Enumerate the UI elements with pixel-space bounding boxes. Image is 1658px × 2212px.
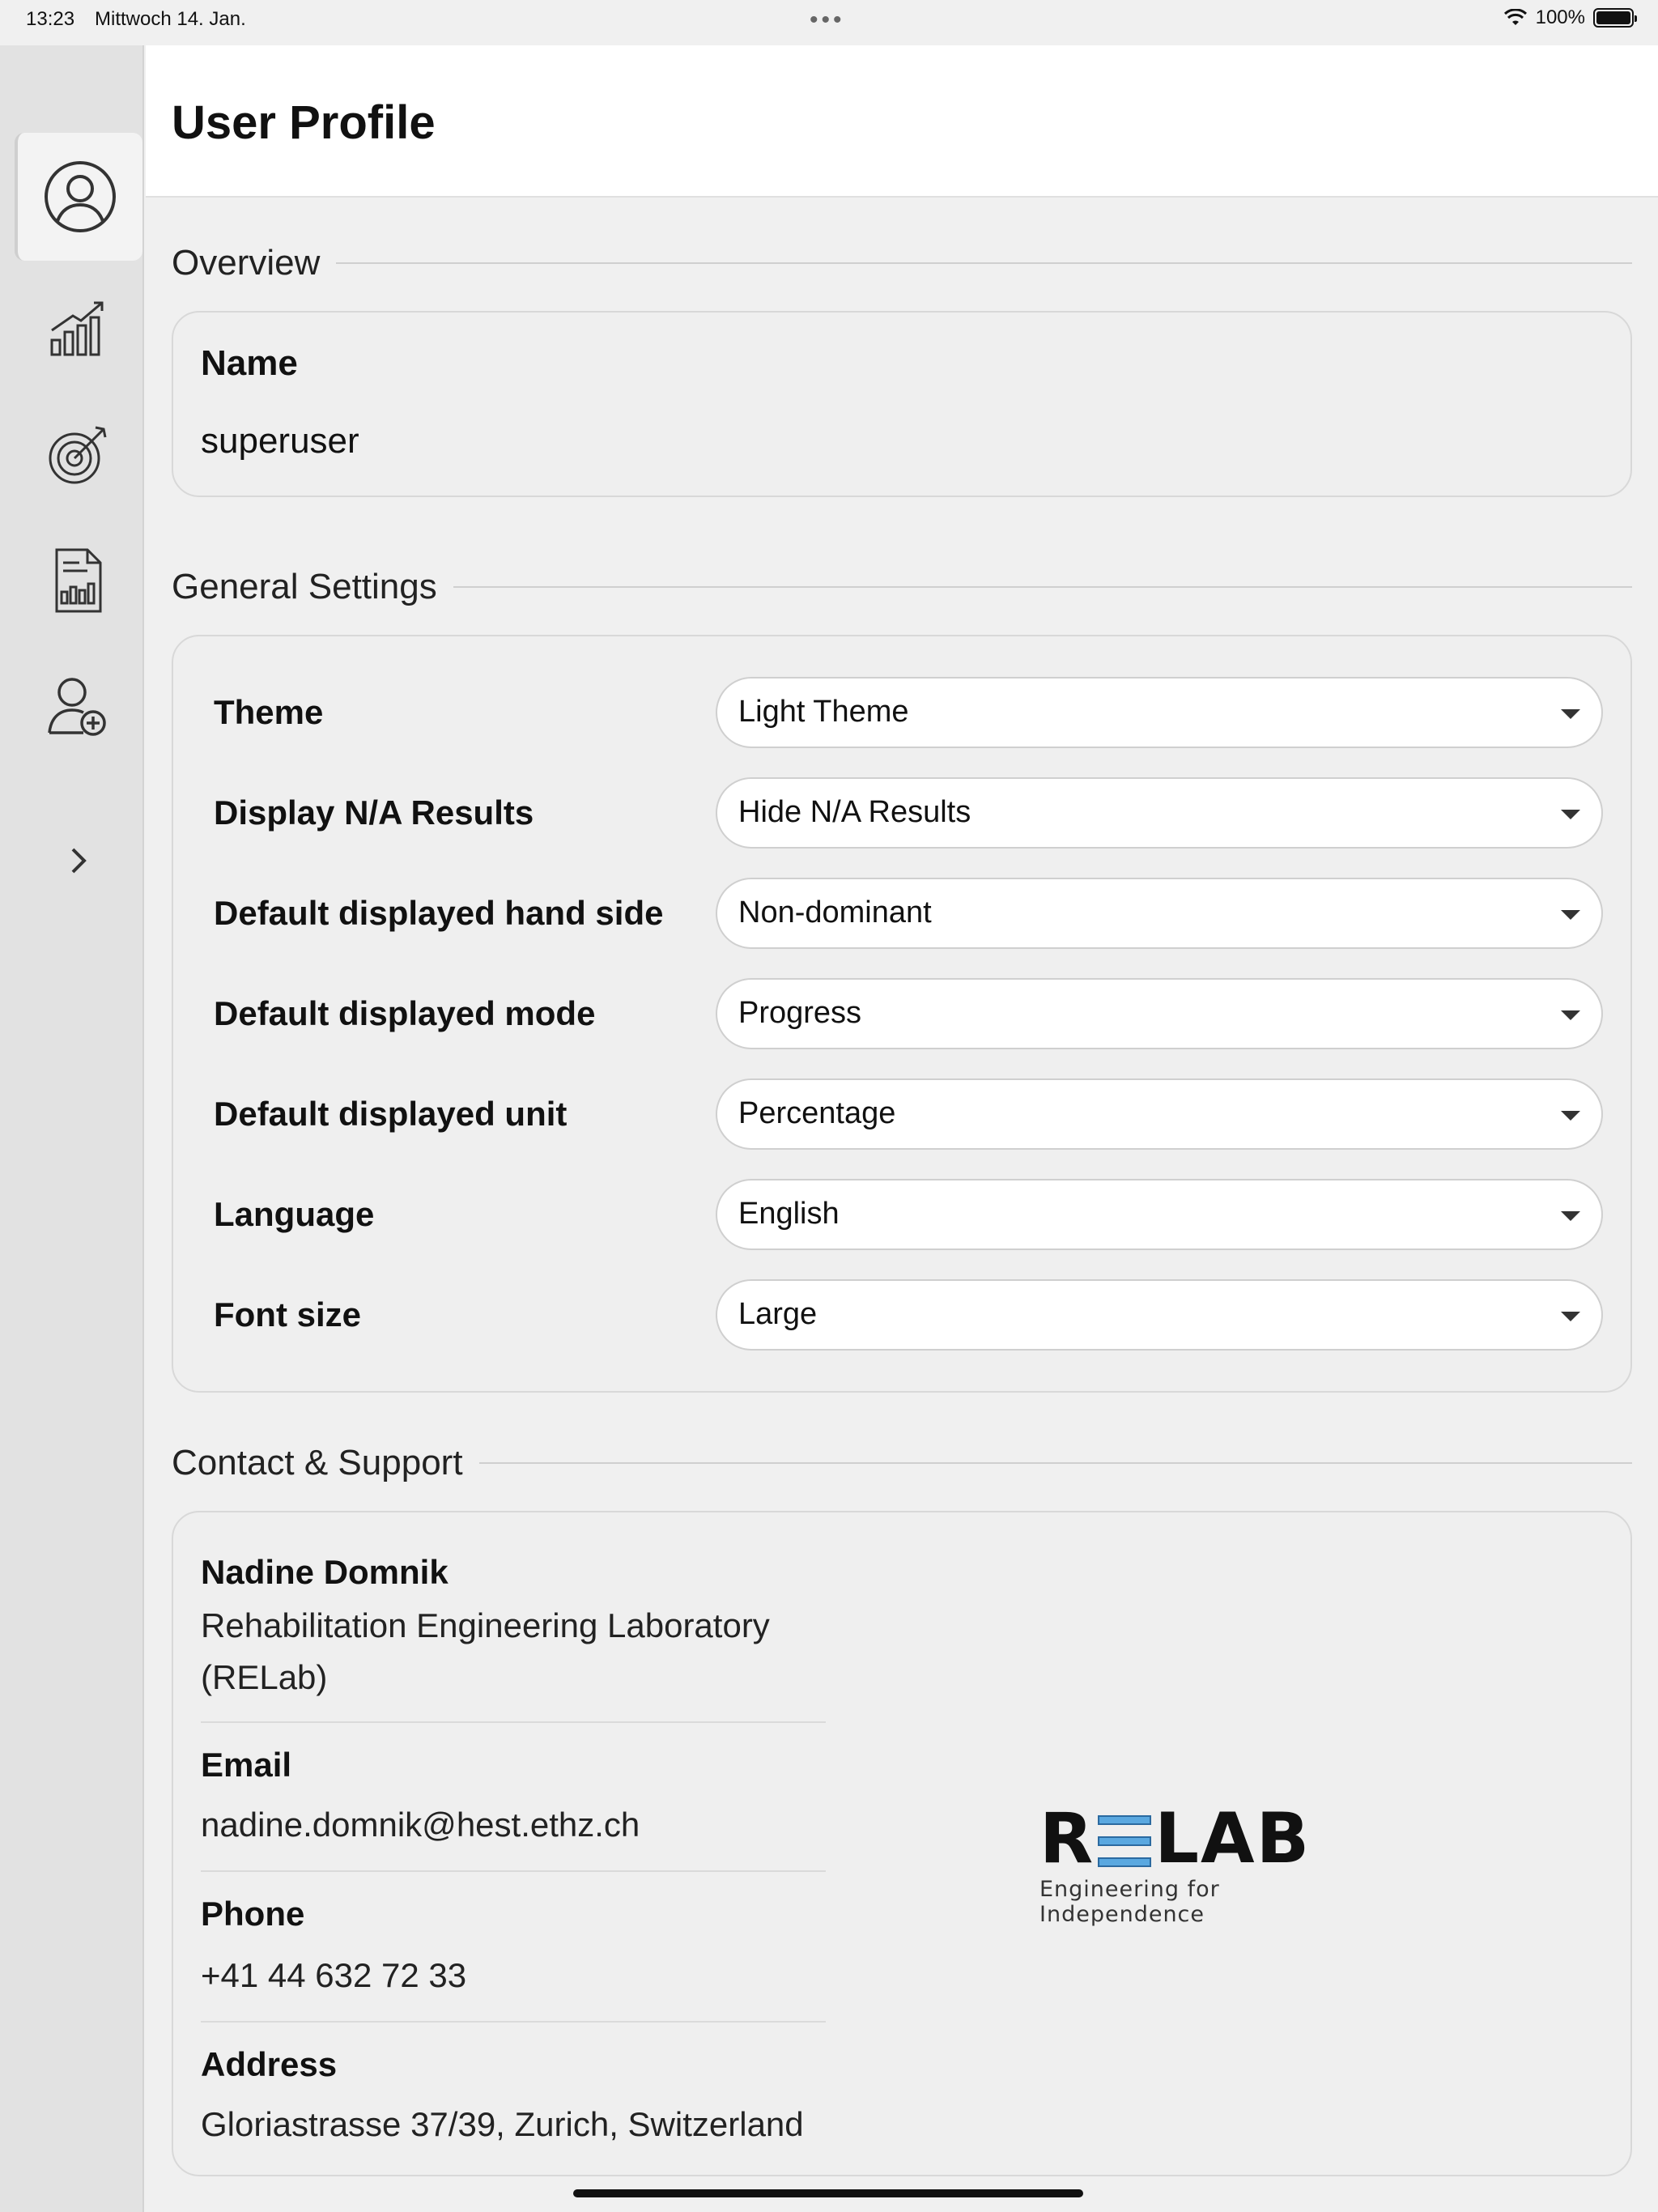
language-select[interactable] (716, 1179, 1603, 1250)
wifi-icon (1503, 9, 1528, 27)
setting-label: Language (214, 1195, 375, 1233)
setting-label: Default displayed hand side (214, 894, 664, 932)
caret-down-icon (1561, 709, 1580, 719)
setting-row-mode (214, 978, 1606, 1051)
setting-row-hand-side (214, 878, 1606, 951)
relab-logo-wordmark: R LAB (1039, 1798, 1312, 1879)
caret-down-icon (1561, 910, 1580, 920)
multitasking-dots-icon[interactable]: ••• (810, 6, 845, 33)
phone-value[interactable]: +41 44 632 72 33 (201, 1956, 467, 1994)
sidebar-expand-button[interactable] (15, 797, 142, 925)
phone-label: Phone (201, 1895, 305, 1933)
unit-select[interactable] (716, 1078, 1603, 1150)
select-value: Hide N/A Results (738, 795, 971, 829)
target-icon (47, 423, 110, 486)
font-size-select[interactable] (716, 1279, 1603, 1351)
select-value: Light Theme (738, 695, 909, 729)
select-value: English (738, 1197, 840, 1231)
setting-row-unit (214, 1078, 1606, 1151)
chevron-right-icon (66, 844, 91, 877)
caret-down-icon (1561, 1010, 1580, 1020)
select-value: Percentage (738, 1096, 896, 1130)
setting-label: Default displayed mode (214, 994, 596, 1032)
user-circle-icon (41, 158, 119, 236)
status-date: Mittwoch 14. Jan. (95, 8, 246, 30)
divider (201, 1721, 826, 1723)
status-bar (0, 0, 1658, 45)
name-label: Name (201, 343, 298, 383)
caret-down-icon (1561, 1211, 1580, 1221)
logo-e-bars-icon (1098, 1815, 1151, 1867)
email-value[interactable]: nadine.domnik@hest.ethz.ch (201, 1806, 640, 1844)
overview-card (172, 311, 1632, 497)
page-title: User Profile (172, 96, 436, 149)
setting-label: Display N/A Results (214, 793, 534, 832)
divider (201, 1870, 826, 1872)
add-user-icon (46, 674, 111, 739)
contact-organization: Rehabilitation Engineering Laboratory (RELab) (201, 1606, 770, 1696)
sidebar-item-add-user[interactable] (15, 643, 142, 771)
sidebar-item-statistics[interactable] (15, 264, 142, 392)
divider (201, 2021, 826, 2023)
setting-label: Font size (214, 1295, 362, 1334)
sidebar-item-goals[interactable] (15, 390, 142, 518)
address-label: Address (201, 2045, 338, 2083)
sidebar-item-profile[interactable] (15, 133, 142, 261)
select-value: Progress (738, 996, 862, 1030)
section-title-contact: Contact & Support (172, 1443, 1632, 1483)
section-title-general-settings: General Settings (172, 567, 1632, 607)
setting-label: Theme (214, 693, 324, 731)
contact-card (172, 1511, 1632, 2176)
report-document-icon (52, 547, 105, 615)
setting-label: Default displayed unit (214, 1095, 568, 1133)
setting-row-font-size (214, 1279, 1606, 1352)
caret-down-icon (1561, 1111, 1580, 1121)
display-na-select[interactable] (716, 777, 1603, 849)
status-indicators (1503, 6, 1634, 29)
page-header (146, 45, 1658, 198)
relab-logo (1039, 1798, 1347, 1927)
logo-tagline: Engineering for Independence (1039, 1877, 1220, 1927)
caret-down-icon (1561, 810, 1580, 819)
contact-name: Nadine Domnik (201, 1553, 449, 1591)
sidebar (0, 45, 144, 2212)
caret-down-icon (1561, 1312, 1580, 1321)
theme-select[interactable] (716, 677, 1603, 748)
bar-chart-trend-icon (49, 298, 108, 358)
email-label: Email (201, 1746, 292, 1784)
section-title-overview: Overview (172, 243, 1632, 283)
home-indicator[interactable] (573, 2189, 1083, 2197)
setting-row-theme (214, 677, 1606, 750)
select-value: Large (738, 1297, 818, 1331)
mode-select[interactable] (716, 978, 1603, 1049)
name-value: superuser (201, 421, 359, 461)
select-value: Non-dominant (738, 895, 932, 929)
setting-row-language (214, 1179, 1606, 1252)
sidebar-item-reports[interactable] (15, 517, 142, 644)
battery-percentage: 100% (1535, 6, 1585, 28)
battery-icon (1593, 8, 1634, 28)
address-value: Gloriastrasse 37/39, Zurich, Switzerland (201, 2105, 804, 2143)
hand-side-select[interactable] (716, 878, 1603, 949)
general-settings-card (172, 635, 1632, 1393)
status-time: 13:23 (26, 8, 75, 30)
setting-row-display-na (214, 777, 1606, 850)
